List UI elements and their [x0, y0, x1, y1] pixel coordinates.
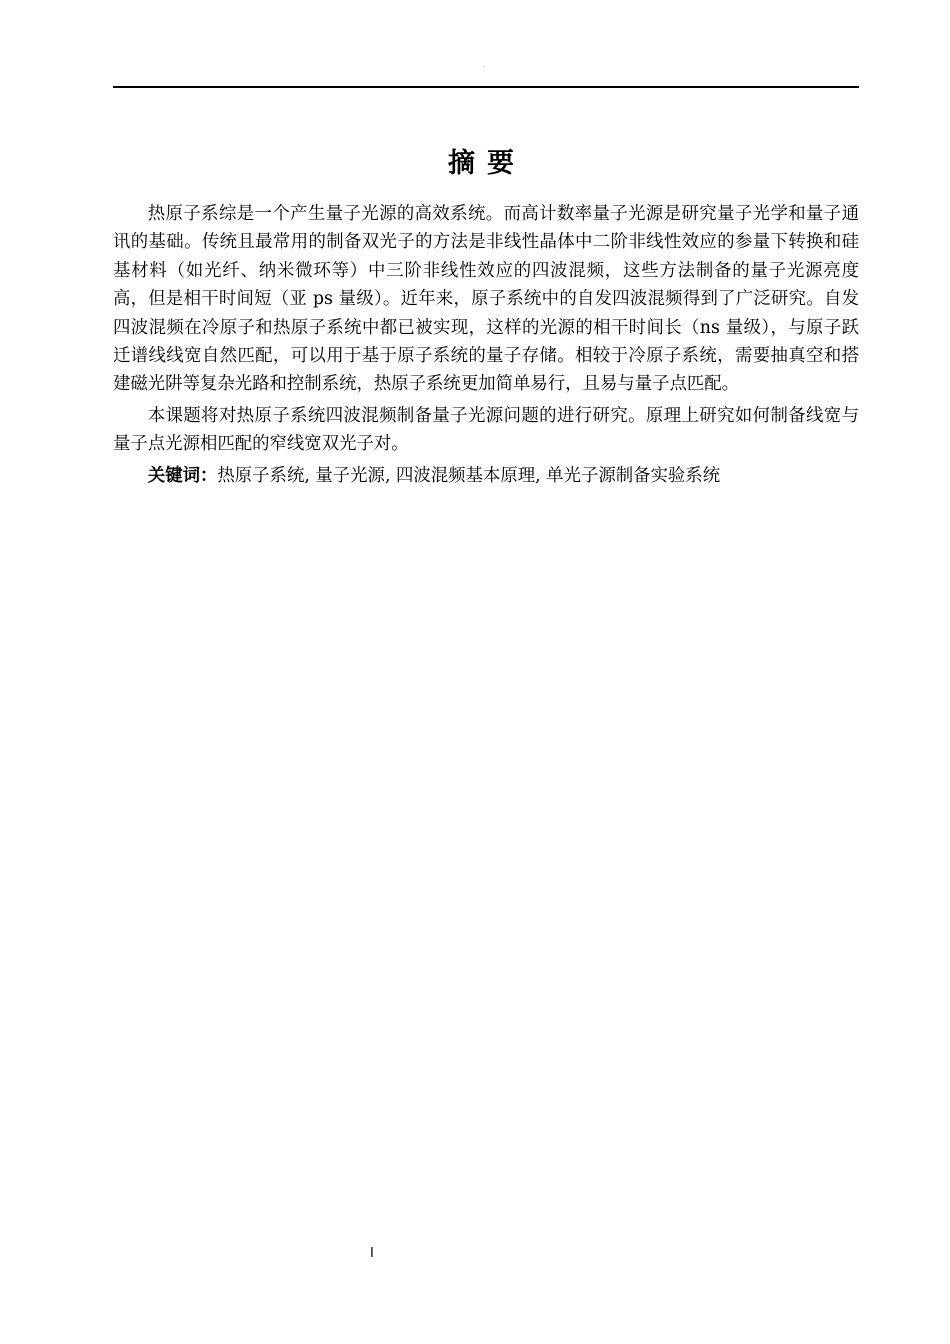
header-mark: .: [483, 62, 485, 69]
keywords-label: 关键词：: [147, 465, 218, 486]
abstract-paragraph-1: 热原子系综是一个产生量子光源的高效系统。而高计数率量子光源是研究量子光学和量子通讯的基础。传统且最常用的制备双光子的方法是非线性晶体中二阶非线性效应的参量下转换和硅基材料（如光纤、纳米微环等）中三阶非线性效应的四波混频，这些方法制备的量子光源亮度高，但是相干时间短（亚 ps 量级）。近年来，原子系统中的自发四波混频得到了广泛研究。自发四波混频在冷原子和热原子系统中都已被实现，这样的光源的相干时间长（ns 量级），与原子跃迁谱线线宽自然匹配，可以用于基于原子系统的量子存储。相较于冷原子系统，需要抽真空和搭建磁光阱等复杂光路和控制系统，热原子系统更加简单易行，且易与量子点匹配。: [113, 204, 859, 395]
keywords-line: [113, 462, 859, 490]
abstract-body: [113, 200, 859, 490]
abstract-paragraph-2: 本课题将对热原子系统四波混频制备量子光源问题的进行研究。原理上研究如何制备线宽与量子点光源相匹配的窄线宽双光子对。: [113, 405, 859, 455]
page-title: 摘要: [448, 148, 526, 179]
header-rule: [113, 86, 859, 88]
keywords-text: 热原子系统, 量子光源, 四波混频基本原理, 单光子源制备实验系统: [217, 465, 721, 486]
page-number: I: [370, 1246, 374, 1261]
